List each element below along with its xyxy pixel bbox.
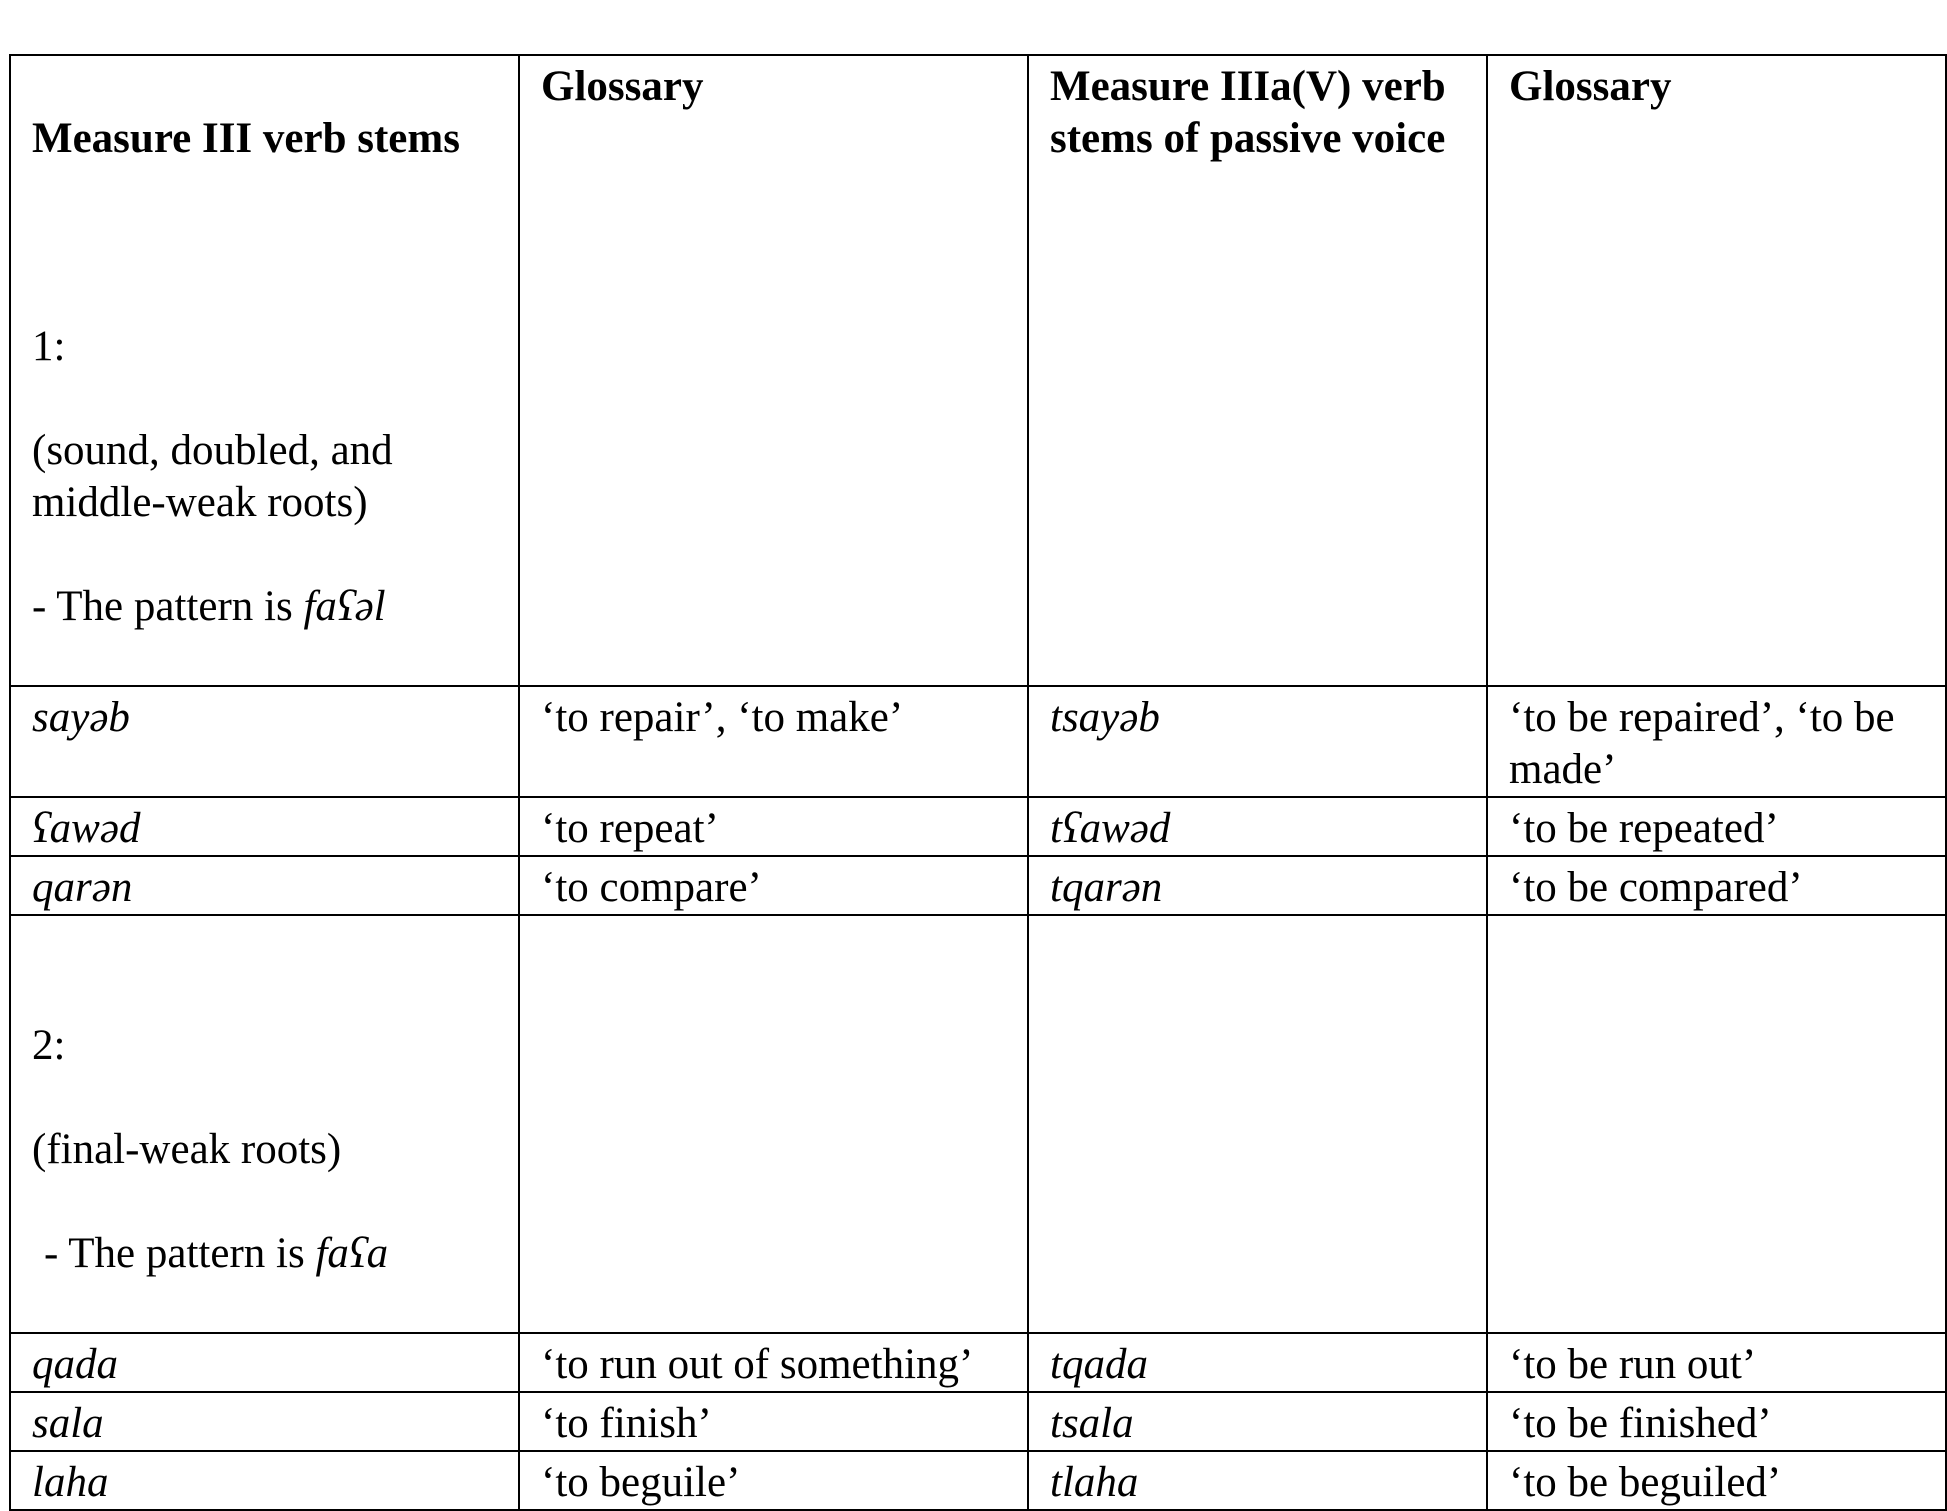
col4-title: Glossary bbox=[1487, 55, 1946, 686]
passive-gloss-cell: ‘to be compared’ bbox=[1487, 856, 1946, 915]
gloss-cell: ‘to finish’ bbox=[519, 1392, 1028, 1451]
section1-pattern-form: faʕəl bbox=[303, 583, 386, 630]
passive-stem-cell: tʕawəd bbox=[1028, 797, 1487, 856]
gloss-cell: ‘to repair’, ‘to make’ bbox=[519, 686, 1028, 797]
passive-gloss-cell: ‘to be repeated’ bbox=[1487, 797, 1946, 856]
gloss-cell: ‘to compare’ bbox=[519, 856, 1028, 915]
passive-stem-cell: tqarən bbox=[1028, 856, 1487, 915]
table-row bbox=[10, 686, 1946, 797]
table-row bbox=[10, 1392, 1946, 1451]
section2-number: 2: bbox=[32, 1022, 66, 1069]
stem-cell: qada bbox=[10, 1333, 519, 1392]
table-row bbox=[10, 1333, 1946, 1392]
stem-cell: qarən bbox=[10, 856, 519, 915]
table-row bbox=[10, 856, 1946, 915]
gloss-cell: ‘to beguile’ bbox=[519, 1451, 1028, 1510]
section1-pattern bbox=[32, 581, 498, 633]
passive-gloss-cell: ‘to be beguiled’ bbox=[1487, 1451, 1946, 1510]
verb-stems-table bbox=[9, 54, 1947, 1511]
table-row bbox=[10, 1451, 1946, 1510]
section1-number: 1: bbox=[32, 323, 66, 370]
stem-cell: sala bbox=[10, 1392, 519, 1451]
col3-title: Measure IIIa(V) verb stems of passive voice bbox=[1028, 55, 1487, 686]
section1-desc: (sound, doubled, and middle-weak roots) bbox=[32, 427, 393, 526]
section2-cell bbox=[10, 915, 519, 1333]
passive-stem-cell: tsayəb bbox=[1028, 686, 1487, 797]
passive-gloss-cell: ‘to be repaired’, ‘to be made’ bbox=[1487, 686, 1946, 797]
gloss-cell: ‘to repeat’ bbox=[519, 797, 1028, 856]
section2-row bbox=[10, 915, 1946, 1333]
passive-stem-cell: tsala bbox=[1028, 1392, 1487, 1451]
empty-cell bbox=[519, 915, 1028, 1333]
section2-pattern bbox=[32, 1228, 498, 1280]
empty-cell bbox=[1487, 915, 1946, 1333]
passive-gloss-cell: ‘to be finished’ bbox=[1487, 1392, 1946, 1451]
header-cell-measure-iii bbox=[10, 55, 519, 686]
stem-cell: sayəb bbox=[10, 686, 519, 797]
stem-cell: laha bbox=[10, 1451, 519, 1510]
col1-title: Measure III verb stems bbox=[32, 115, 460, 162]
gloss-cell: ‘to run out of something’ bbox=[519, 1333, 1028, 1392]
section2-pattern-form: faʕa bbox=[315, 1230, 389, 1277]
section2-pattern-prefix: - The pattern is bbox=[44, 1230, 316, 1277]
empty-cell bbox=[1028, 915, 1487, 1333]
header-row bbox=[10, 55, 1946, 686]
passive-stem-cell: tlaha bbox=[1028, 1451, 1487, 1510]
col2-title: Glossary bbox=[519, 55, 1028, 686]
section1-pattern-prefix: - The pattern is bbox=[32, 583, 304, 630]
passive-stem-cell: tqada bbox=[1028, 1333, 1487, 1392]
section2-desc: (final-weak roots) bbox=[32, 1126, 342, 1173]
table-row bbox=[10, 797, 1946, 856]
passive-gloss-cell: ‘to be run out’ bbox=[1487, 1333, 1946, 1392]
stem-cell: ʕawəd bbox=[10, 797, 519, 856]
